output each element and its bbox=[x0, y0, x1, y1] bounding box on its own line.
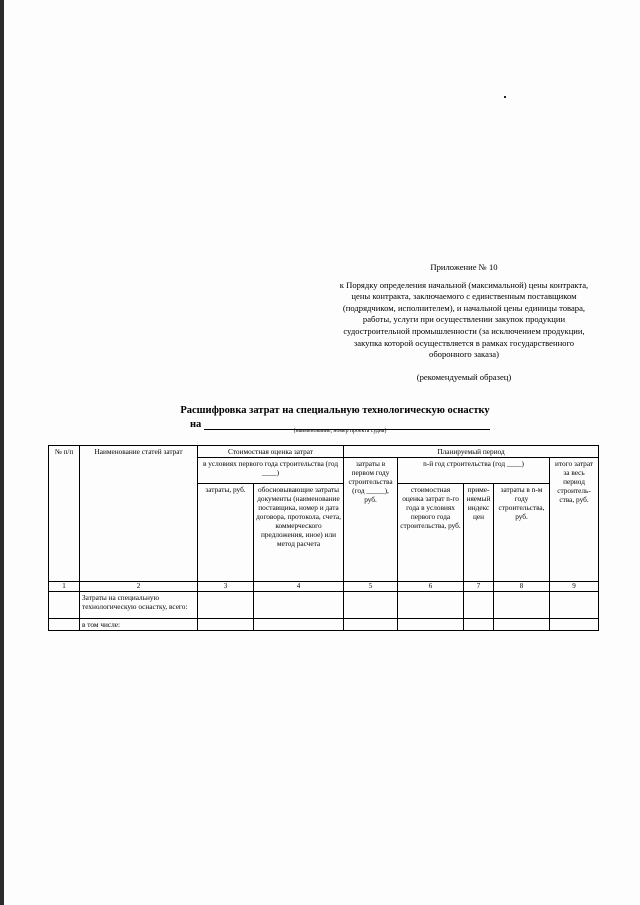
header-cost-rub: затраты, руб. bbox=[198, 484, 254, 582]
costs-table bbox=[48, 445, 599, 631]
header-cost-estimate: Стоимостная оценка затрат bbox=[198, 446, 344, 458]
sample-note: (рекомендуемый образец) bbox=[416, 371, 512, 382]
appendix-line: судостроительной промышленности (за исключением продукции, bbox=[343, 325, 585, 336]
column-number: 6 bbox=[398, 582, 464, 592]
header-num: № п/п bbox=[49, 446, 80, 582]
header-nth-year: n-й год строительства (год ____) bbox=[398, 458, 550, 484]
row-label-including: в том числе: bbox=[80, 619, 198, 631]
appendix-line: работы, услуги при осуществлении закупок продукции bbox=[362, 314, 566, 325]
header-applied-index: приме- няемый индекс цен bbox=[464, 484, 494, 582]
scan-edge bbox=[0, 0, 4, 905]
column-number: 5 bbox=[344, 582, 398, 592]
header-nth-year-cost: затраты в n-м году строительства, руб. bbox=[494, 484, 550, 582]
appendix-title: Приложение № 10 bbox=[430, 262, 498, 272]
column-number: 8 bbox=[494, 582, 550, 592]
appendix-line: закупка которой осуществляется в рамках государственного bbox=[353, 337, 575, 348]
header-total: итого затрат за весь период строитель- ства, руб. bbox=[550, 458, 599, 582]
table-cell bbox=[49, 592, 80, 619]
appendix-line: (подрядчиком, исполнителем), и начальной цены единицы товара, bbox=[342, 302, 586, 313]
scan-speck bbox=[504, 96, 506, 98]
table-cell bbox=[494, 592, 550, 619]
appendix-block bbox=[330, 262, 598, 383]
header-name: Наименование статей затрат bbox=[80, 446, 198, 582]
table-cell bbox=[49, 619, 80, 631]
table-cell bbox=[494, 619, 550, 631]
appendix-line: цены контракта, заключаемого с единственным поставщиком bbox=[351, 291, 577, 302]
column-number: 1 bbox=[49, 582, 80, 592]
table-cell bbox=[550, 592, 599, 619]
table-cell bbox=[464, 592, 494, 619]
table-cell bbox=[254, 592, 344, 619]
column-number: 2 bbox=[80, 582, 198, 592]
column-number: 3 bbox=[198, 582, 254, 592]
table-cell bbox=[398, 619, 464, 631]
row-label-total: Затраты на специальную технологическую оснастку, всего: bbox=[80, 592, 198, 619]
document-title: Расшифровка затрат на специальную технологическую оснастку bbox=[180, 405, 490, 416]
table-cell bbox=[198, 592, 254, 619]
table-cell bbox=[198, 619, 254, 631]
table-cell bbox=[464, 619, 494, 631]
column-number: 4 bbox=[254, 582, 344, 592]
header-cost-estimate-sub: в условиях первого года строительства (год ____) bbox=[198, 458, 344, 484]
column-number: 7 bbox=[464, 582, 494, 592]
header-justifying-docs: обосновывающие затраты документы (наименование поставщика, номер и дата договора, протокола, счета, коммерческого предложения, иное) или метод расчета bbox=[254, 484, 344, 582]
header-planned-period: Планируемый период bbox=[344, 446, 599, 458]
column-number: 9 bbox=[550, 582, 599, 592]
table-cell bbox=[344, 592, 398, 619]
table-cell bbox=[254, 619, 344, 631]
table-cell bbox=[344, 619, 398, 631]
header-first-year: затраты в первом году строительства (год _____), руб. bbox=[344, 458, 398, 582]
table-cell bbox=[398, 592, 464, 619]
appendix-line: к Порядку определения начальной (максимальной) цены контракта, bbox=[339, 279, 589, 290]
appendix-line: оборонного заказа) bbox=[429, 349, 499, 360]
header-nth-cost-estimate: стоимостная оценка затрат n-го года в условиях первого года строительства, руб. bbox=[398, 484, 464, 582]
table-cell bbox=[550, 619, 599, 631]
na-label: на bbox=[190, 419, 202, 430]
na-caption: (наименование, номер проекта судна) bbox=[293, 428, 387, 434]
